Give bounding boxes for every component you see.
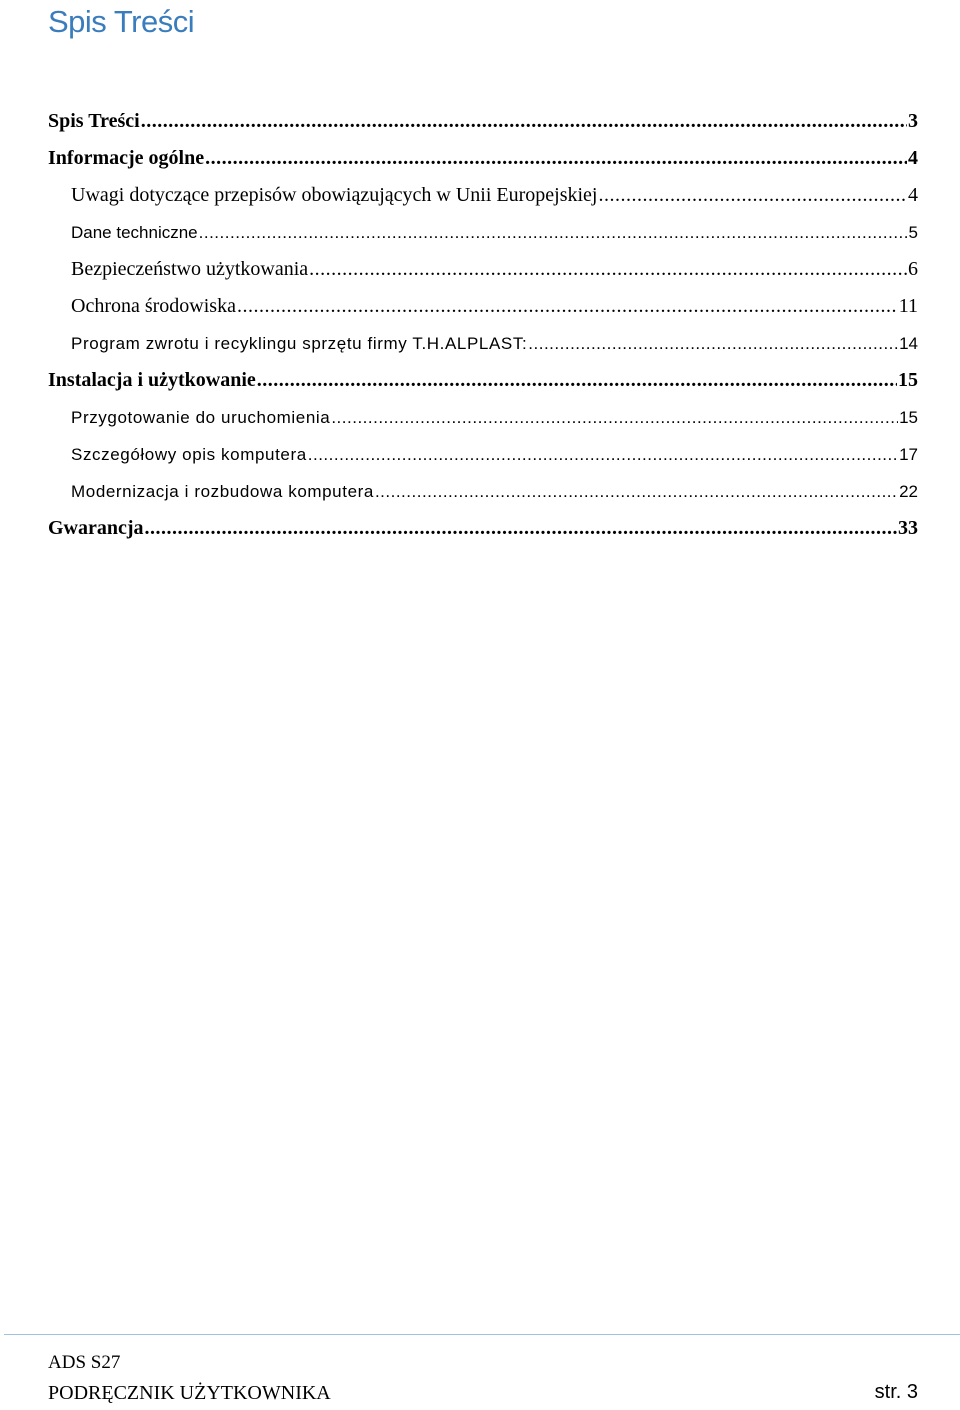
toc-entry-page: 4: [908, 184, 918, 206]
toc-entry-label: Instalacja i użytkowanie: [48, 369, 256, 391]
toc-entry[interactable]: [48, 177, 918, 214]
toc-entry-page: 14: [899, 334, 918, 353]
toc-entry-label: Bezpieczeństwo użytkowania: [71, 258, 309, 280]
toc-entry-label: Program zwrotu i recyklingu sprzętu firmy T.H.ALPLAST:: [71, 334, 528, 353]
toc-entry-page: 5: [908, 223, 918, 242]
toc-dot-leader: [141, 103, 907, 140]
table-of-contents: [48, 103, 918, 547]
toc-entry-page: 15: [898, 369, 918, 391]
toc-entry-page: 6: [908, 258, 918, 280]
toc-entry-page: 4: [908, 147, 918, 169]
toc-entry[interactable]: [48, 251, 918, 288]
toc-entry-label: Modernizacja i rozbudowa komputera: [71, 482, 374, 501]
toc-dot-leader: [309, 251, 907, 288]
toc-dot-leader: [237, 288, 898, 325]
toc-entry-label: Uwagi dotyczące przepisów obowiązujących w Unii Europejskiej: [71, 184, 598, 206]
toc-entry-label: Szczegółowy opis komputera: [71, 445, 307, 464]
toc-entry-label: Spis Treści: [48, 110, 140, 132]
toc-dot-leader: [528, 325, 898, 362]
toc-dot-leader: [598, 177, 907, 214]
page-title: Spis Treści: [48, 4, 195, 39]
toc-dot-leader: [375, 473, 898, 510]
footer-model-name: ADS S27: [48, 1352, 121, 1373]
toc-entry[interactable]: [48, 473, 918, 510]
toc-entry-page: 15: [899, 408, 918, 427]
toc-dot-leader: [257, 362, 897, 399]
toc-entry-label: Przygotowanie do uruchomienia: [71, 408, 331, 427]
toc-entry[interactable]: [48, 362, 918, 399]
toc-entry[interactable]: [48, 325, 918, 362]
toc-entry[interactable]: [48, 288, 918, 325]
toc-entry-page: 22: [899, 482, 918, 501]
toc-dot-leader: [205, 140, 907, 177]
toc-entry[interactable]: [48, 436, 918, 473]
toc-entry[interactable]: [48, 399, 918, 436]
toc-entry[interactable]: [48, 214, 918, 251]
toc-entry-label: Ochrona środowiska: [71, 295, 236, 317]
toc-entry-page: 3: [908, 110, 918, 132]
toc-entry-page: 17: [899, 445, 918, 464]
toc-entry[interactable]: [48, 103, 918, 140]
toc-dot-leader: [199, 214, 908, 251]
toc-dot-leader: [331, 399, 898, 436]
toc-entry[interactable]: [48, 140, 918, 177]
footer-page-number: str. 3: [874, 1381, 918, 1403]
toc-entry-page: 33: [898, 517, 918, 539]
footer-divider: [4, 1334, 960, 1335]
toc-entry-label: Dane techniczne: [71, 223, 198, 242]
toc-entry-page: 11: [898, 295, 918, 317]
toc-dot-leader: [145, 510, 897, 547]
footer-manual-title: PODRĘCZNIK UŻYTKOWNIKA: [48, 1382, 331, 1404]
toc-entry-label: Informacje ogólne: [48, 147, 205, 169]
toc-dot-leader: [308, 436, 898, 473]
toc-entry-label: Gwarancja: [48, 517, 144, 539]
toc-entry[interactable]: [48, 510, 918, 547]
